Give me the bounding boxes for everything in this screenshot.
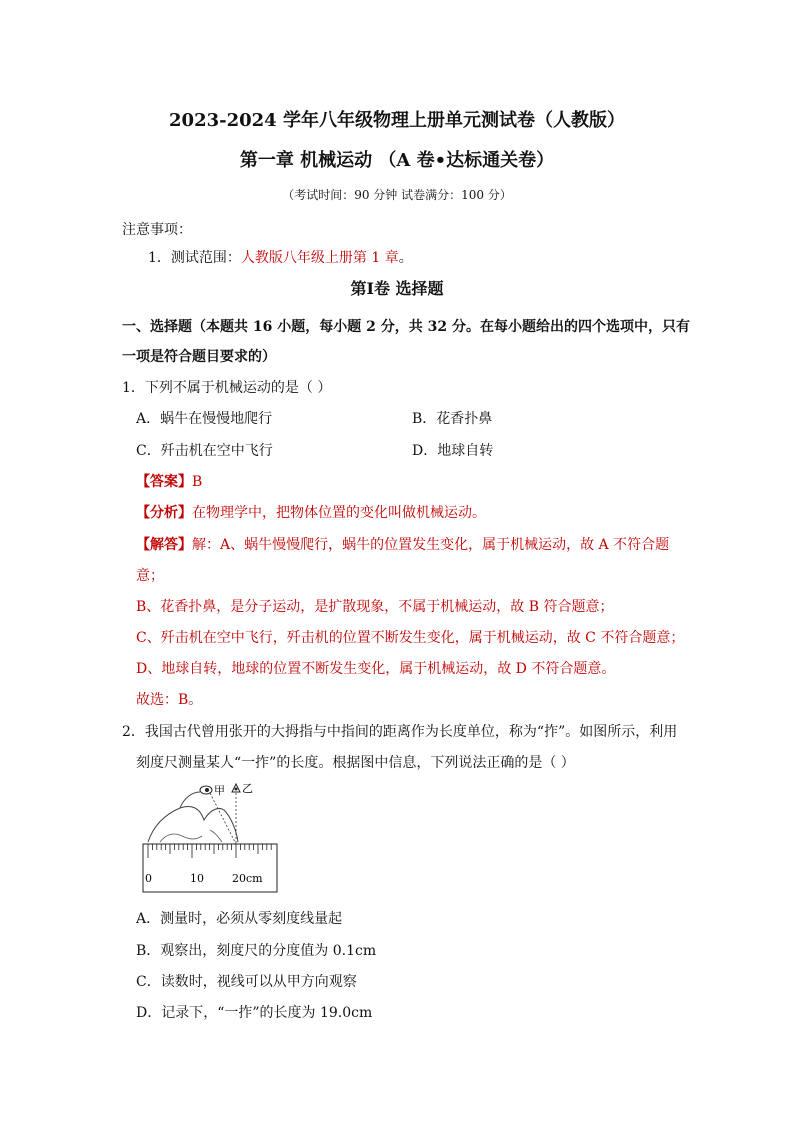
chapter-title: 第一章 机械运动 （A 卷•达标通关卷） [239, 150, 555, 171]
q1-analysis [136, 502, 486, 522]
notes-heading: 注意事项： [122, 222, 192, 238]
q1-solution-label: 【解答】 [136, 537, 192, 553]
q1-analysis-text: 在物理学中，把物体位置的变化叫做机械运动。 [192, 505, 486, 521]
q2-option-a: A．测量时，必须从零刻度线量起 [136, 911, 343, 927]
q1-stem: 1．下列不属于机械运动的是（ ） [122, 380, 332, 396]
q1-analysis-label: 【分析】 [136, 505, 192, 521]
q2-figure-svg [140, 780, 290, 895]
q1-answer-label: 【答案】 [136, 474, 192, 490]
tick-label-20: 20cm [232, 872, 263, 885]
exam-info: （考试时间：90 分钟 试卷满分：100 分） [282, 188, 512, 202]
hand-thumb [180, 792, 200, 808]
q1-line-d: D、地球自转，地球的位置不断发生变化，属于机械运动，故 D 不符合题意。 [136, 661, 616, 677]
q1-line-b: B、花香扑鼻，是分子运动，是扩散现象，不属于机械运动，故 B 符合题意； [136, 599, 614, 615]
q2-option-d: D．记录下，“一拃”的长度为 19.0cm [136, 1005, 373, 1021]
q1-option-b: B．花香扑鼻 [412, 411, 493, 427]
sight-line-jia [210, 793, 236, 844]
notes-item-1 [148, 247, 413, 267]
q1-choose: 故选：B。 [136, 692, 203, 708]
notes-item-1-value: 人教版八年级上册第 1 章 [240, 250, 399, 266]
q1-solution [136, 534, 669, 554]
part1-instructions-line1: 一、选择题（本题共 16 小题，每小题 2 分，共 32 分。在每小题给出的四个选项中，只有 [122, 319, 690, 335]
label-yi: 乙 [242, 782, 253, 795]
hand-outline [148, 807, 238, 843]
q1-answer-value: B [192, 474, 203, 490]
q2-option-c: C．读数时，视线可以从甲方向观察 [136, 974, 357, 990]
q1-solution-line2: 意； [136, 568, 164, 584]
q1-line-c: C、歼击机在空中飞行，歼击机的位置不断发生变化，属于机械运动，故 C 不符合题意； [136, 630, 685, 646]
q2-figure [140, 780, 290, 899]
hand-finger [210, 830, 222, 842]
hand-fold [160, 834, 202, 842]
q1-option-a: A．蜗牛在慢慢地爬行 [136, 411, 273, 427]
eye-jia-icon [200, 786, 212, 794]
tick-label-0: 0 [145, 872, 152, 885]
eye-yi-icon [232, 784, 240, 792]
section-title: 第Ⅰ卷 选择题 [350, 279, 444, 298]
notes-item-1-prefix: 1．测试范围： [148, 250, 241, 266]
part1-instructions-line2: 一项是符合题目要求的） [122, 349, 276, 365]
q1-option-d: D．地球自转 [412, 443, 494, 459]
notes-item-1-suffix: 。 [398, 250, 413, 266]
q1-solution-line1: 解：A、蜗牛慢慢爬行，蜗牛的位置发生变化，属于机械运动，故 A 不符合题 [192, 537, 670, 553]
q2-stem-line1: 2．我国古代曾用张开的大拇指与中指间的距离作为长度单位，称为“拃”。如图所示，利用 [122, 724, 678, 740]
q2-stem-line2: 刻度尺测量某人“一拃”的长度。根据图中信息，下列说法正确的是（ ） [136, 755, 575, 771]
exam-title: 2023-2024 学年八年级物理上册单元测试卷（人教版） [169, 110, 625, 131]
tick-label-10: 10 [190, 872, 204, 885]
q1-option-c: C．歼击机在空中飞行 [136, 443, 273, 459]
label-jia: 甲 [214, 784, 225, 797]
q1-answer [136, 471, 202, 491]
q2-option-b: B．观察出，刻度尺的分度值为 0.1cm [136, 943, 377, 959]
